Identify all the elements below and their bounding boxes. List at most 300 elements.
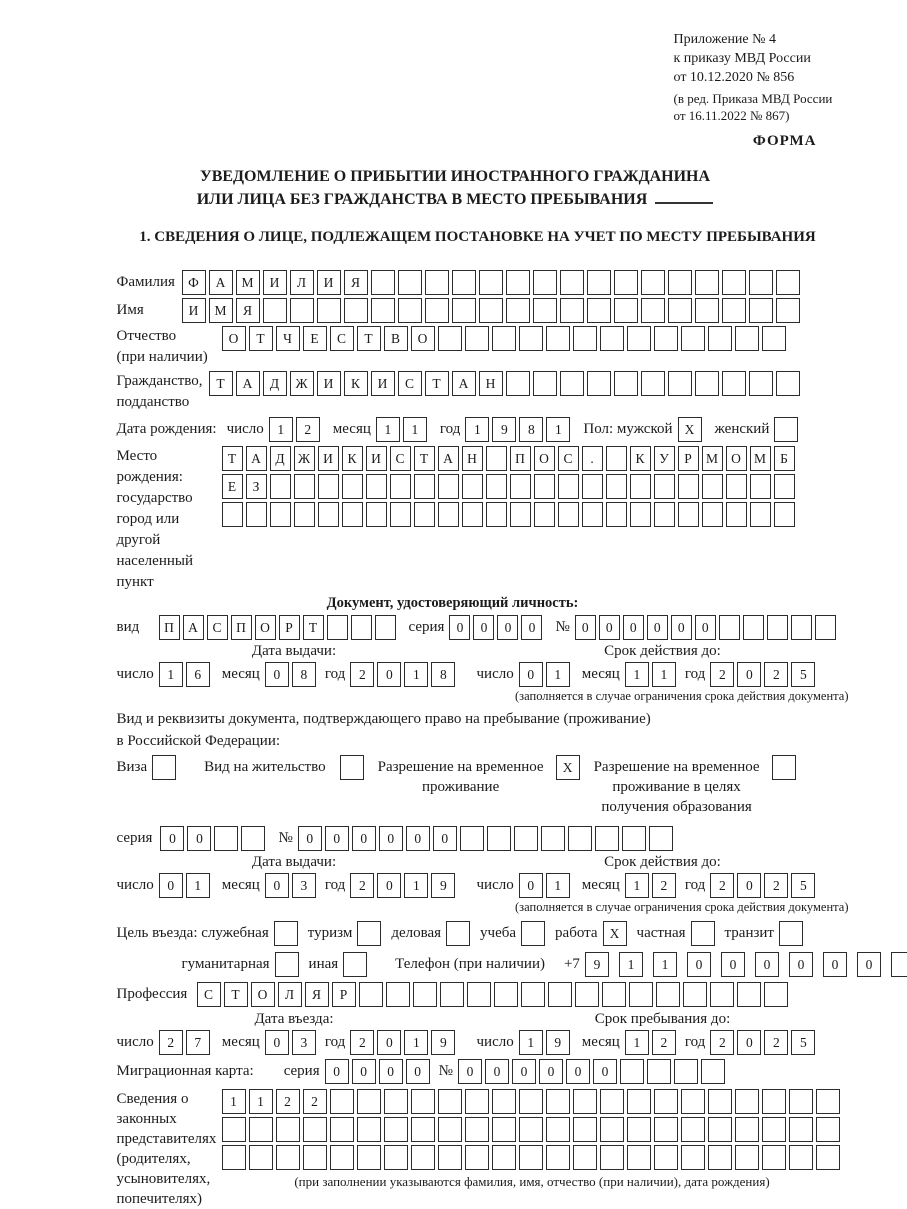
char-box <box>460 826 484 851</box>
char-box <box>735 1145 759 1170</box>
char-box <box>654 502 675 527</box>
char-box: 1 <box>653 952 677 977</box>
char-box: 0 <box>687 952 711 977</box>
char-box <box>384 1145 408 1170</box>
char-box <box>558 502 579 527</box>
purpose-label-business: Цель въезда: служебная <box>116 925 269 941</box>
char-box <box>479 298 503 323</box>
char-box: 0 <box>539 1059 563 1084</box>
char-box <box>294 474 315 499</box>
char-box: 5 <box>791 662 815 687</box>
char-box: Л <box>290 270 314 295</box>
char-box: 1 <box>404 662 428 687</box>
representatives-rows <box>222 1089 843 1190</box>
given-name-row <box>117 298 849 323</box>
char-box <box>467 982 491 1007</box>
char-box <box>263 298 287 323</box>
char-box: И <box>371 371 395 396</box>
char-box: 1 <box>186 873 210 898</box>
char-box <box>582 502 603 527</box>
representatives-label-line: представителях <box>116 1131 217 1147</box>
char-box <box>654 1089 678 1114</box>
year-label: год <box>324 1034 346 1050</box>
representatives-boxes-row1 <box>222 1089 843 1114</box>
char-box: 9 <box>431 873 455 898</box>
char-box: 3 <box>292 873 316 898</box>
purpose-label-transit: транзит <box>724 925 774 941</box>
char-box: 1 <box>546 662 570 687</box>
stay-year-boxes <box>710 1030 818 1055</box>
char-box: А <box>452 371 476 396</box>
char-box <box>710 982 734 1007</box>
char-box <box>602 982 626 1007</box>
char-box: Д <box>263 371 287 396</box>
char-box: 0 <box>352 826 376 851</box>
char-box <box>587 371 611 396</box>
sex-female-label: женский <box>714 421 770 437</box>
char-box <box>492 1117 516 1142</box>
char-box <box>762 1145 786 1170</box>
birthplace-label-line: населенный пункт <box>116 553 193 590</box>
char-box <box>600 1145 624 1170</box>
year-label: год <box>684 1034 706 1050</box>
doc-kind-boxes <box>159 615 399 640</box>
representatives-label-line: (родителях, <box>116 1151 191 1167</box>
char-box <box>656 982 680 1007</box>
char-box <box>560 270 584 295</box>
arrival-notification-form <box>54 0 873 1207</box>
permit-valid-month-boxes <box>625 873 679 898</box>
char-box <box>214 826 238 851</box>
section1-heading: 1. СВЕДЕНИЯ О ЛИЦЕ, ПОДЛЕЖАЩЕМ ПОСТАНОВКЕ НА УЧЕТ ПО МЕСТУ ПРЕБЫВАНИЯ <box>139 229 816 245</box>
char-box: 7 <box>186 1030 210 1055</box>
char-box <box>519 1145 543 1170</box>
char-box: 0 <box>379 1059 403 1084</box>
char-box <box>276 1117 300 1142</box>
char-box <box>630 474 651 499</box>
day-label: число <box>116 877 154 893</box>
edu-residence-label-line3: получения образования <box>601 799 752 815</box>
char-box <box>534 474 555 499</box>
char-box <box>749 298 773 323</box>
char-box: 0 <box>298 826 322 851</box>
purpose-label-humanitarian: гуманитарная <box>181 956 270 972</box>
char-box: 0 <box>671 615 692 640</box>
char-box: Т <box>425 371 449 396</box>
char-box <box>774 502 795 527</box>
char-box: Р <box>279 615 300 640</box>
surname-label: Фамилия <box>116 274 175 290</box>
char-box <box>386 982 410 1007</box>
char-box: 0 <box>325 826 349 851</box>
char-box <box>641 298 665 323</box>
char-box <box>568 826 592 851</box>
char-box: Т <box>357 326 381 351</box>
char-box <box>390 474 411 499</box>
char-box <box>630 502 651 527</box>
birthplace-boxes-row1 <box>222 446 798 471</box>
char-box: С <box>207 615 228 640</box>
char-box: 1 <box>625 1030 649 1055</box>
doc-issue-day-boxes <box>159 662 213 687</box>
char-box <box>575 982 599 1007</box>
form-title-line1: УВЕДОМЛЕНИЕ О ПРИБЫТИИ ИНОСТРАННОГО ГРАЖДАНИНА <box>199 168 711 185</box>
appendix-block <box>674 30 849 124</box>
char-box <box>620 1059 644 1084</box>
char-box <box>414 502 435 527</box>
char-box <box>384 1089 408 1114</box>
char-box: А <box>183 615 204 640</box>
char-box <box>816 1117 840 1142</box>
char-box: И <box>318 446 339 471</box>
char-box <box>366 502 387 527</box>
patronymic-row <box>117 326 849 368</box>
char-box: А <box>236 371 260 396</box>
char-box: 0 <box>265 873 289 898</box>
char-box <box>371 298 395 323</box>
purpose-checkbox-commercial <box>446 921 470 946</box>
char-box: 1 <box>404 1030 428 1055</box>
birthplace-block <box>117 446 849 593</box>
char-box <box>222 502 243 527</box>
char-box: 0 <box>265 662 289 687</box>
char-box: 1 <box>403 417 427 442</box>
char-box: Н <box>479 371 503 396</box>
char-box <box>317 298 341 323</box>
char-box: П <box>231 615 252 640</box>
residence-doc-series-row <box>117 826 849 851</box>
citizenship-label-line1: Гражданство, <box>116 373 203 389</box>
char-box <box>708 1145 732 1170</box>
permit-number-boxes <box>298 826 676 851</box>
char-box: М <box>750 446 771 471</box>
char-box <box>647 1059 671 1084</box>
month-label: месяц <box>221 1034 260 1050</box>
char-box <box>726 474 747 499</box>
char-box: И <box>366 446 387 471</box>
birth-day-boxes <box>269 417 323 442</box>
char-box: В <box>384 326 408 351</box>
visa-checkbox <box>152 755 176 780</box>
title-blank-line <box>655 190 713 204</box>
char-box <box>546 326 570 351</box>
char-box: 1 <box>546 873 570 898</box>
char-box <box>762 1117 786 1142</box>
purpose-checkbox-business <box>274 921 298 946</box>
purpose-label-study: учеба <box>480 925 517 941</box>
phone-boxes <box>585 952 907 977</box>
purpose-label-tourism: туризм <box>307 925 353 941</box>
char-box: 1 <box>519 1030 543 1055</box>
char-box: К <box>342 446 363 471</box>
char-box: 0 <box>377 662 401 687</box>
char-box: 9 <box>431 1030 455 1055</box>
char-box <box>560 298 584 323</box>
doc-valid-year-boxes <box>710 662 818 687</box>
char-box: Р <box>332 982 356 1007</box>
char-box <box>815 615 836 640</box>
char-box <box>891 952 907 977</box>
char-box <box>681 1145 705 1170</box>
char-box <box>270 474 291 499</box>
char-box <box>318 474 339 499</box>
number-label: № <box>438 1063 453 1079</box>
char-box: 0 <box>265 1030 289 1055</box>
char-box: 1 <box>376 417 400 442</box>
char-box <box>582 474 603 499</box>
char-box <box>519 326 543 351</box>
char-box: 0 <box>458 1059 482 1084</box>
char-box: 0 <box>485 1059 509 1084</box>
char-box <box>357 1089 381 1114</box>
representatives-boxes-row3 <box>222 1145 843 1170</box>
issue-date-title: Дата выдачи: <box>251 854 337 870</box>
char-box <box>719 615 740 640</box>
char-box <box>774 474 795 499</box>
stay-until-title: Срок пребывания до: <box>594 1011 731 1027</box>
char-box: Л <box>278 982 302 1007</box>
char-box <box>750 502 771 527</box>
char-box: 0 <box>737 662 761 687</box>
char-box <box>438 474 459 499</box>
char-box: А <box>438 446 459 471</box>
char-box <box>425 270 449 295</box>
char-box <box>548 982 572 1007</box>
char-box: М <box>209 298 233 323</box>
char-box <box>438 1117 462 1142</box>
representatives-label-line: Сведения о <box>116 1091 189 1107</box>
char-box: 9 <box>492 417 516 442</box>
entry-year-boxes <box>350 1030 458 1055</box>
char-box: 5 <box>791 1030 815 1055</box>
birth-year-boxes <box>465 417 573 442</box>
char-box: 0 <box>449 615 470 640</box>
char-box <box>767 615 788 640</box>
char-box <box>654 1145 678 1170</box>
char-box <box>722 371 746 396</box>
char-box <box>614 298 638 323</box>
char-box: 2 <box>276 1089 300 1114</box>
day-label: число <box>476 877 514 893</box>
birthplace-label-line: государство <box>116 490 193 506</box>
char-box: 3 <box>292 1030 316 1055</box>
char-box: И <box>263 270 287 295</box>
purpose-row-1 <box>117 921 849 946</box>
char-box: 1 <box>269 417 293 442</box>
char-box <box>654 326 678 351</box>
char-box: 2 <box>710 873 734 898</box>
char-box: 0 <box>823 952 847 977</box>
char-box <box>533 371 557 396</box>
purpose-checkbox-humanitarian <box>275 952 299 977</box>
char-box <box>222 1117 246 1142</box>
char-box <box>494 982 518 1007</box>
char-box <box>587 270 611 295</box>
char-box: 0 <box>473 615 494 640</box>
char-box: 0 <box>521 615 542 640</box>
char-box <box>654 474 675 499</box>
char-box: 0 <box>406 1059 430 1084</box>
permit-issue-year-boxes <box>350 873 458 898</box>
char-box <box>560 371 584 396</box>
char-box: М <box>702 446 723 471</box>
char-box: 1 <box>404 873 428 898</box>
char-box: 2 <box>350 662 374 687</box>
char-box <box>654 1117 678 1142</box>
char-box <box>330 1089 354 1114</box>
char-box <box>519 1089 543 1114</box>
char-box <box>641 371 665 396</box>
char-box <box>465 1117 489 1142</box>
appendix-edit-line: от 16.11.2022 № 867) <box>673 108 790 123</box>
purpose-label-private: частная <box>636 925 686 941</box>
char-box <box>492 326 516 351</box>
char-box: Ч <box>276 326 300 351</box>
appendix-line: от 10.12.2020 № 856 <box>673 70 795 85</box>
char-box <box>462 474 483 499</box>
temp-residence-label <box>378 757 544 797</box>
char-box <box>627 326 651 351</box>
char-box <box>573 326 597 351</box>
char-box <box>487 826 511 851</box>
form-title-line2 <box>117 188 794 211</box>
permit-issue-day-boxes <box>159 873 213 898</box>
char-box: 1 <box>222 1089 246 1114</box>
char-box <box>595 826 619 851</box>
char-box <box>357 1117 381 1142</box>
char-box <box>327 615 348 640</box>
migration-card-row <box>117 1059 849 1084</box>
issue-date-title: Дата выдачи: <box>251 643 337 659</box>
day-label: число <box>116 1034 154 1050</box>
char-box <box>344 298 368 323</box>
char-box <box>342 474 363 499</box>
month-label: месяц <box>221 666 260 682</box>
char-box <box>465 326 489 351</box>
representatives-footnote: (при заполнении указываются фамилия, имя, отчество (при наличии), дата рождения) <box>294 1174 770 1189</box>
appendix-line: Приложение № 4 <box>673 32 776 47</box>
birthplace-boxes-row2 <box>222 474 798 499</box>
entry-month-boxes <box>265 1030 319 1055</box>
char-box: 8 <box>519 417 543 442</box>
sex-female-checkbox <box>774 417 798 442</box>
permit-valid-year-boxes <box>710 873 818 898</box>
year-label: год <box>439 421 461 437</box>
char-box <box>270 502 291 527</box>
char-box: С <box>197 982 221 1007</box>
char-box: Ж <box>294 446 315 471</box>
char-box: 2 <box>764 662 788 687</box>
char-box <box>789 1145 813 1170</box>
birthplace-labels <box>117 446 222 593</box>
day-label: число <box>476 666 514 682</box>
birthplace-rows <box>222 446 798 530</box>
char-box <box>649 826 673 851</box>
char-box <box>438 1145 462 1170</box>
char-box <box>600 1089 624 1114</box>
form-label: ФОРМА <box>752 133 817 149</box>
char-box <box>486 446 507 471</box>
day-label: число <box>116 666 154 682</box>
char-box <box>521 982 545 1007</box>
char-box: 0 <box>377 873 401 898</box>
char-box <box>486 474 507 499</box>
residence-doc-intro <box>117 708 849 752</box>
char-box <box>411 1145 435 1170</box>
patronymic-label <box>117 326 222 368</box>
char-box <box>533 298 557 323</box>
char-box: Я <box>236 298 260 323</box>
char-box: Ж <box>290 371 314 396</box>
entry-dates <box>117 1011 849 1055</box>
char-box: 1 <box>619 952 643 977</box>
char-box: Я <box>305 982 329 1007</box>
char-box <box>695 270 719 295</box>
appendix-line: к приказу МВД России <box>673 51 811 66</box>
temp-residence-label-line2: проживание <box>421 779 500 795</box>
char-box: У <box>654 446 675 471</box>
char-box <box>546 1117 570 1142</box>
char-box <box>492 1145 516 1170</box>
edu-residence-label-line2: проживание в целях <box>612 779 741 795</box>
char-box: 0 <box>160 826 184 851</box>
char-box: Б <box>774 446 795 471</box>
char-box: 0 <box>737 873 761 898</box>
char-box <box>246 502 267 527</box>
purpose-checkbox-private <box>691 921 715 946</box>
day-label: число <box>476 1034 514 1050</box>
char-box: 0 <box>593 1059 617 1084</box>
phone-prefix: +7 <box>563 956 580 972</box>
char-box: 0 <box>159 873 183 898</box>
appendix-edit-line: (в ред. Приказа МВД России <box>673 91 833 106</box>
migration-number-boxes <box>458 1059 728 1084</box>
char-box <box>678 502 699 527</box>
char-box <box>384 1117 408 1142</box>
char-box <box>791 615 812 640</box>
representatives-label-line: законных <box>116 1111 177 1127</box>
char-box <box>411 1117 435 1142</box>
char-box <box>303 1117 327 1142</box>
number-label: № <box>278 830 293 846</box>
char-box <box>414 474 435 499</box>
representatives-block <box>117 1089 849 1209</box>
char-box <box>622 826 646 851</box>
residence-doc-kind-row <box>117 757 849 817</box>
char-box <box>681 326 705 351</box>
char-box <box>573 1117 597 1142</box>
char-box: 0 <box>647 615 668 640</box>
char-box: Ф <box>182 270 206 295</box>
char-box: И <box>182 298 206 323</box>
char-box <box>702 474 723 499</box>
residence-doc-dates <box>117 854 849 915</box>
char-box <box>546 1089 570 1114</box>
char-box: И <box>317 270 341 295</box>
char-box <box>789 1117 813 1142</box>
char-box: 2 <box>652 1030 676 1055</box>
char-box: 0 <box>575 615 596 640</box>
char-box: Т <box>222 446 243 471</box>
representatives-label-line: попечителях) <box>116 1191 203 1207</box>
char-box <box>627 1089 651 1114</box>
profession-boxes <box>197 982 791 1007</box>
char-box: Е <box>222 474 243 499</box>
birth-date-row <box>117 417 849 442</box>
char-box: С <box>330 326 354 351</box>
char-box: 0 <box>406 826 430 851</box>
char-box: 0 <box>519 873 543 898</box>
